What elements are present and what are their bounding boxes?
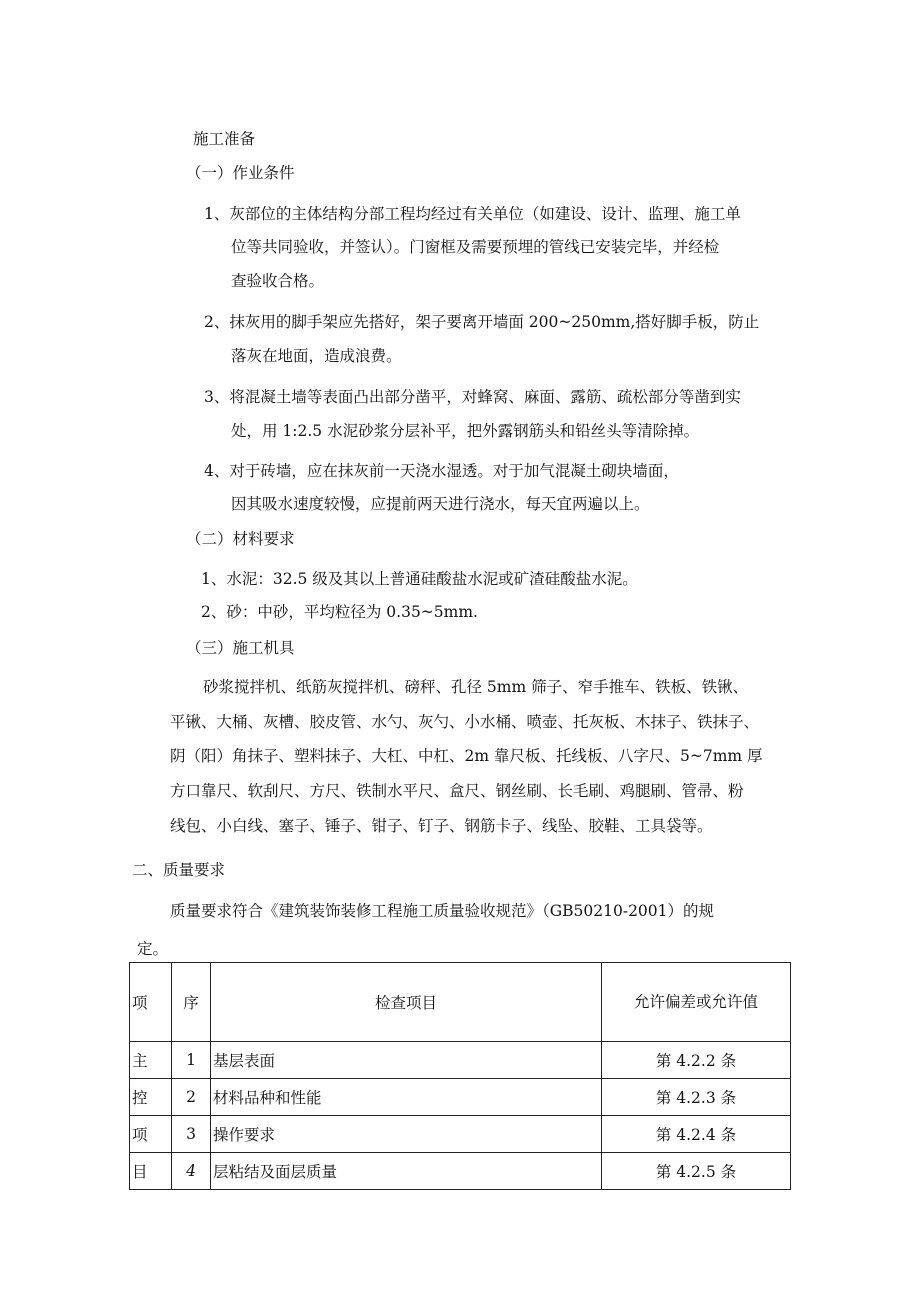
header-check-item: 检查项目 [211,963,602,1042]
table-row [130,1153,791,1190]
condition-3-line1: 3、将混凝土墙等表面凸出部分凿平，对蜂窝、麻面、露筋、疏松部分等凿到实 [204,388,741,406]
table-row [130,1116,791,1153]
header-seq: 序 [172,963,211,1042]
category-char: 目 [130,1153,172,1190]
subheading-tools: （三）施工机具 [186,639,295,657]
row-item: 基层表面 [211,1042,602,1079]
quality-check-table [129,962,791,1190]
table-row [130,1042,791,1079]
header-tolerance [602,963,791,1042]
table-header-row [130,963,791,1042]
condition-2-line1: 2、抹灰用的脚手架应先搭好，架子要离开墙面 200~250mm,搭好脚手板，防止 [204,313,760,331]
subheading-materials: （二）材料要求 [186,530,295,548]
row-value: 第 4.2.4 条 [602,1116,791,1153]
table-row [130,1079,791,1116]
quality-paragraph-line1: 质量要求符合《建筑装饰装修工程施工质量验收规范》（GB50210-2001）的规 [170,902,715,920]
condition-1-line3: 查验收合格。 [231,272,325,290]
material-cement: 1、水泥：32.5 级及其以上普通硅酸盐水泥或矿渣硅酸盐水泥。 [201,570,638,588]
row-item: 材料品种和性能 [211,1079,602,1116]
header-category: 项 [130,963,172,1042]
category-char: 项 [130,1116,172,1153]
category-char: 控 [130,1079,172,1116]
subheading-work-conditions: （一）作业条件 [186,164,295,182]
tools-line-2: 平锹、大桶、灰槽、胶皮管、水勺、灰勺、小水桶、喷壶、托灰板、木抹子、铁抹子、 [170,713,760,731]
row-item: 层粘结及面层质量 [211,1153,602,1190]
condition-2-line2: 落灰在地面，造成浪费。 [231,347,402,365]
category-char: 主 [130,1042,172,1079]
condition-1-line2: 位等共同验收，并签认）。门窗框及需要预埋的管线已安装完毕，并经检 [231,238,720,256]
row-number: 2 [172,1079,211,1116]
quality-paragraph-line2: 定。 [137,940,169,958]
section-title-quality: 二、质量要求 [132,861,226,879]
row-number: 4 [172,1153,211,1190]
row-value: 第 4.2.3 条 [602,1079,791,1116]
tools-line-4: 方口靠尺、软刮尺、方尺、铁制水平尺、盒尺、钢丝刷、长毛刷、鸡腿刷、管帚、粉 [170,782,744,800]
row-value: 第 4.2.2 条 [602,1042,791,1079]
material-sand: 2、砂：中砂，平均粒径为 0.35~5mm. [201,603,478,621]
condition-4-line2: 因其吸水速度较慢，应提前两天进行浇水，每天宜两遍以上。 [231,495,650,513]
section-title-preparation: 施工准备 [193,130,256,148]
condition-1-line1: 1、灰部位的主体结构分部工程均经过有关单位（如建设、设计、监理、施工单 [204,205,741,223]
row-value: 第 4.2.5 条 [602,1153,791,1190]
row-number: 1 [172,1042,211,1079]
header-tolerance-text: 允许偏差或允许值 [633,993,758,1011]
row-number: 3 [172,1116,211,1153]
tools-line-3: 阴（阳）角抹子、塑料抹子、大杠、中杠、2m 靠尺板、托线板、八字尺、5~7mm 厚 [170,747,763,765]
condition-3-line2: 处，用 1:2.5 水泥砂浆分层补平，把外露钢筋头和铅丝头等清除掉。 [231,422,700,440]
row-item: 操作要求 [211,1116,602,1153]
tools-line-1: 砂浆搅拌机、纸筋灰搅拌机、磅秤、孔径 5mm 筛子、窄手推车、铁板、铁锹、 [203,678,749,696]
tools-line-5: 线包、小白线、塞子、锤子、钳子、钉子、钢筋卡子、线坠、胶鞋、工具袋等。 [170,817,713,835]
condition-4-line1: 4、对于砖墙，应在抹灰前一天浇水湿透。对于加气混凝土砌块墙面， [204,462,679,480]
